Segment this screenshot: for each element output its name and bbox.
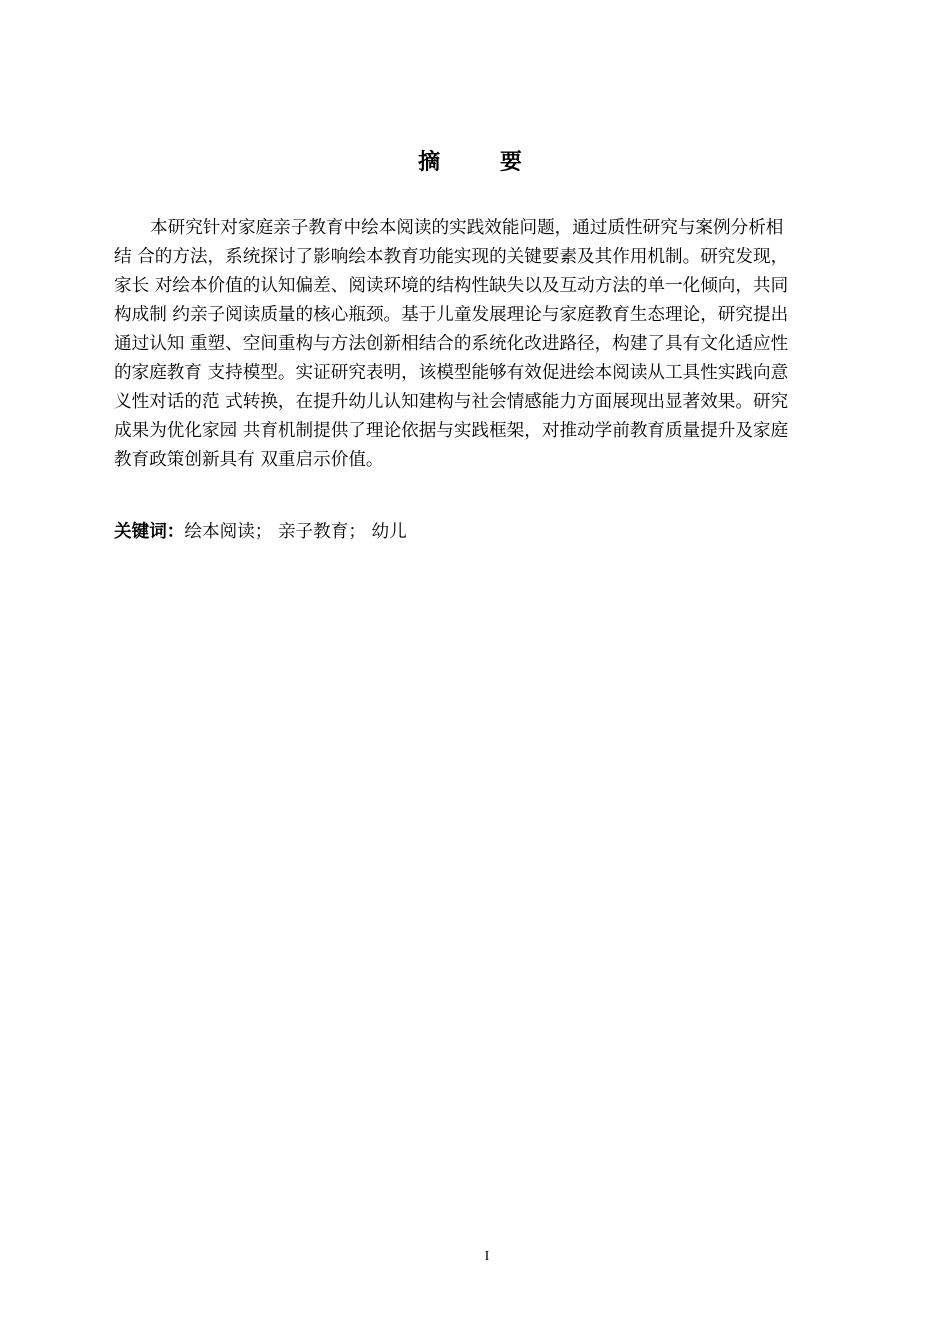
abstract-line: 教育政策创新具有 双重启示价值。 bbox=[114, 450, 384, 470]
abstract-line: 通过认知 重塑、空间重构与方法创新相结合的系统化改进路径，构建了具有文化适应性 bbox=[114, 334, 789, 354]
keywords-label: 关键词： bbox=[114, 522, 185, 542]
abstract-line: 构成制 约亲子阅读质量的核心瓶颈。基于儿童发展理论与家庭教育生态理论，研究提出 bbox=[114, 305, 789, 325]
page-number: I bbox=[484, 1249, 490, 1264]
keywords-text: 绘本阅读； 亲子教育； 幼儿 bbox=[184, 522, 407, 542]
abstract-line: 家长 对绘本价值的认知偏差、阅读环境的结构性缺失以及互动方法的单一化倾向，共同 bbox=[114, 276, 789, 296]
abstract-title: 摘 要 bbox=[418, 150, 548, 175]
abstract-line: 义性对话的范 式转换，在提升幼儿认知建构与社会情感能力方面展现出显著效果。研究 bbox=[114, 392, 789, 412]
abstract-line: 成果为优化家园 共育机制提供了理论依据与实践框架，对推动学前教育质量提升及家庭 bbox=[114, 421, 789, 441]
abstract-line: 本研究针对家庭亲子教育中绘本阅读的实践效能问题，通过质性研究与案例分析相 bbox=[150, 218, 784, 238]
abstract-line: 结 合的方法，系统探讨了影响绘本教育功能实现的关键要素及其作用机制。研究发现， bbox=[114, 247, 789, 267]
abstract-body bbox=[114, 214, 854, 475]
abstract-line: 的家庭教育 支持模型。实证研究表明，该模型能够有效促进绘本阅读从工具性实践向意 bbox=[114, 363, 789, 383]
keywords-line bbox=[114, 517, 407, 547]
